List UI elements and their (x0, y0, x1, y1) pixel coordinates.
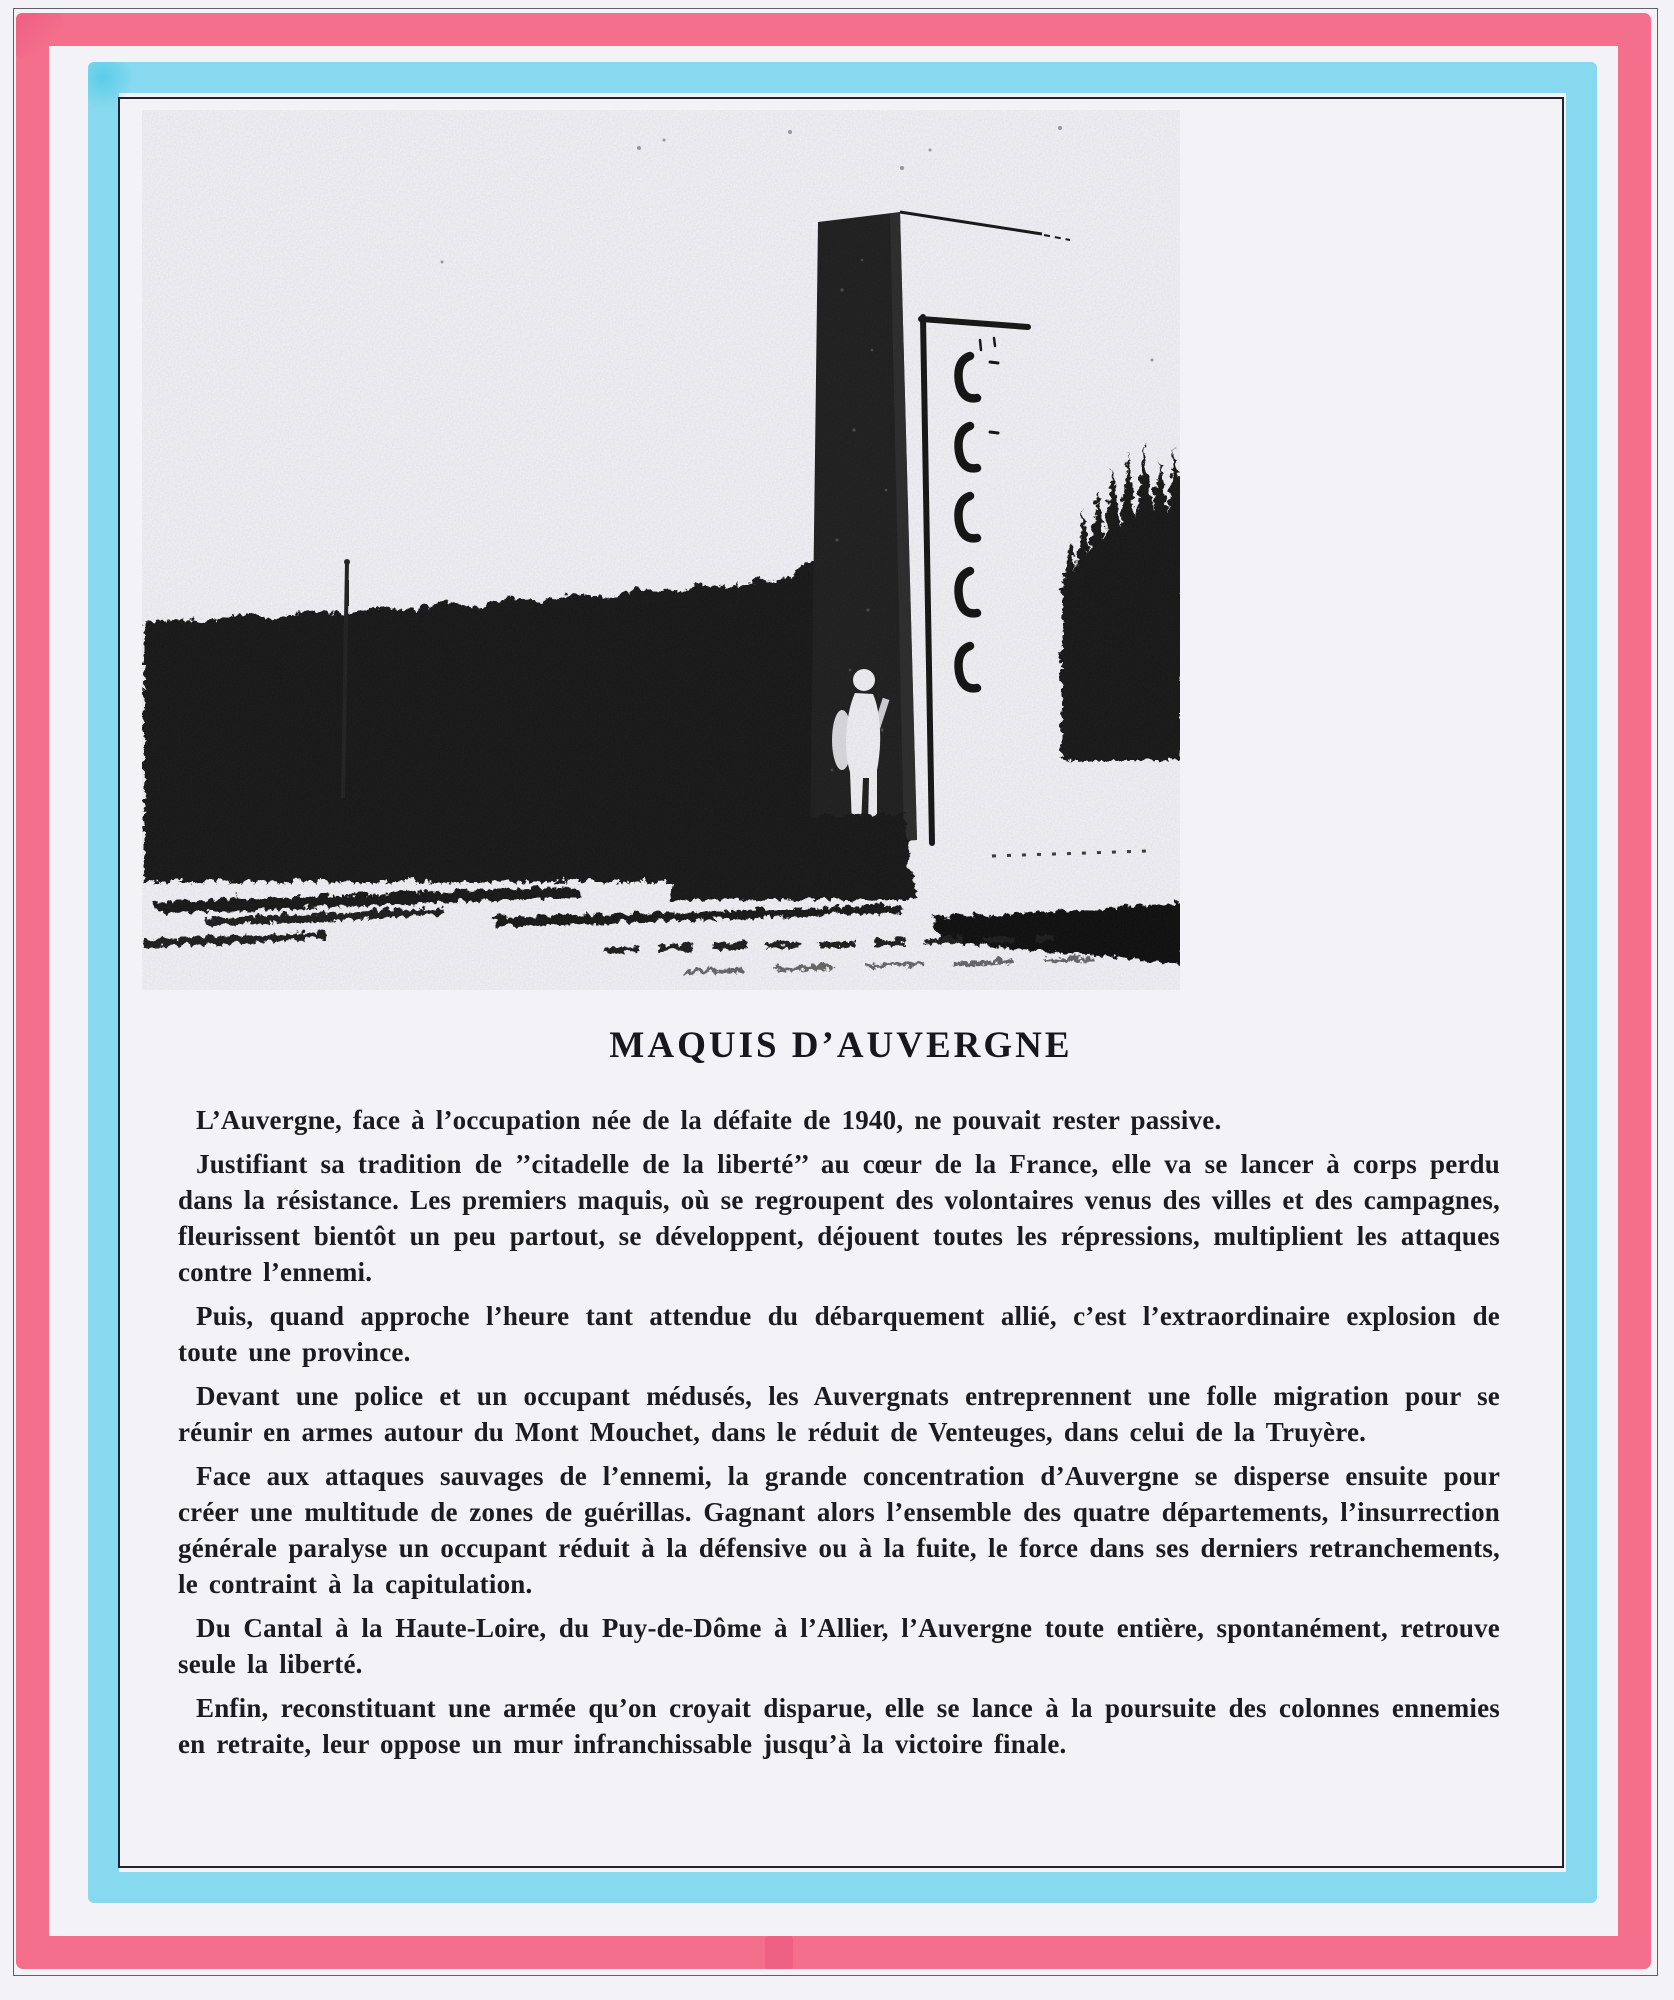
paragraph: Du Cantal à la Haute-Loire, du Puy-de-Dôme à l’Allier, l’Auvergne toute entière, spontanément, retrouve seule la liberté. (178, 1613, 1500, 1679)
paragraph: Face aux attaques sauvages de l’ennemi, la grande concentration d’Auvergne se disperse ensuite pour créer une multitude de zones de guérillas. Gagnant alors l’ensemble des quatre départements, l’insurrection générale paralyse un occupant réduit à la défensive ou à la fuite, le force dans ses derniers retranchements, le contraint à la capitulation. (178, 1461, 1500, 1599)
paragraph: L’Auvergne, face à l’occupation née de la défaite de 1940, ne pouvait rester passive. (196, 1105, 1222, 1135)
monument-photo (142, 110, 1180, 990)
paragraph: Justifiant sa tradition de ’’citadelle de la liberté’’ au cœur de la France, elle va se lancer à corps perdu dans la résistance. Les premiers maquis, où se regroupent des volontaires venus des villes et des campagnes, fleurissent bientôt un peu partout, se développent, déjouent toutes les répressions, multiplient les attaques contre l’ennemi. (178, 1149, 1500, 1287)
photo-grain (142, 110, 1180, 990)
paragraph: Devant une police et un occupant médusés, les Auvergnats entreprennent une folle migration pour se réunir en armes autour du Mont Mouchet, dans le réduit de Venteuges, dans celui de la Truyère. (178, 1381, 1500, 1447)
body-text (178, 1102, 1500, 1770)
page-title: MAQUIS D’AUVERGNE (609, 1025, 1073, 1066)
paragraph: Puis, quand approche l’heure tant attendue du débarquement allié, c’est l’extraordinaire explosion de toute une province. (178, 1301, 1500, 1367)
paragraph: Enfin, reconstituant une armée qu’on croyait disparue, elle se lance à la poursuite des colonnes ennemies en retraite, leur oppose un mur infranchissable jusqu’à la victoire finale. (178, 1693, 1500, 1759)
